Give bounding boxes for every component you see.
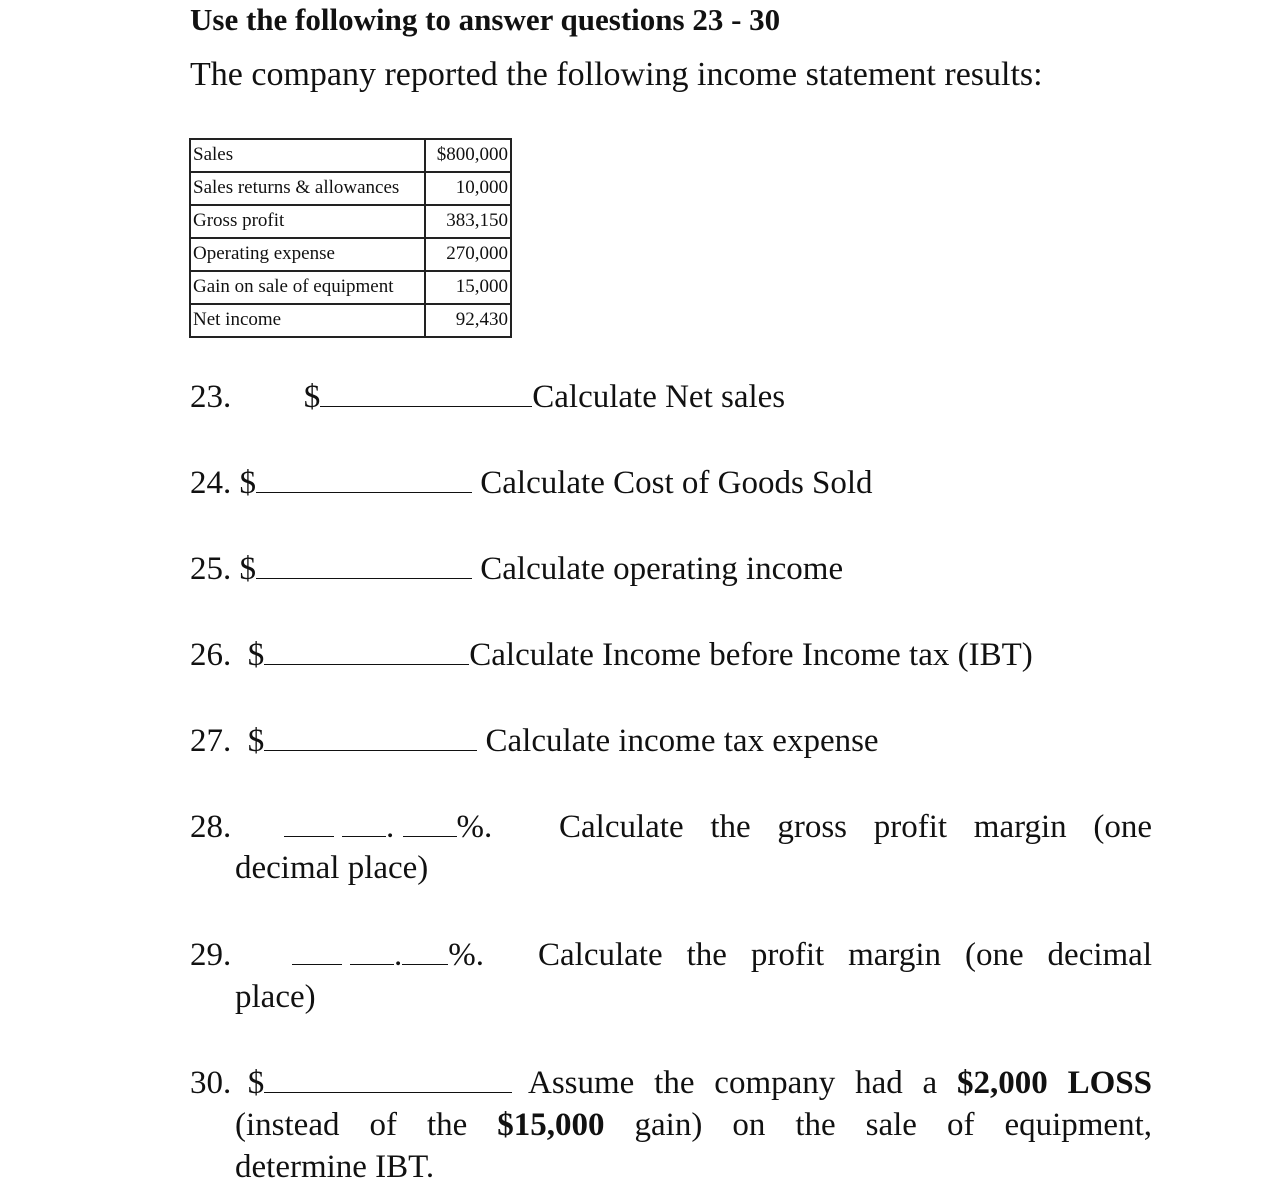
answer-blank[interactable] [320,378,532,407]
row-label: Sales [190,139,425,172]
row-label: Gain on sale of equipment [190,271,425,304]
answer-blank[interactable] [292,936,342,965]
answer-blank[interactable] [256,464,472,493]
percent-sign: %. [448,937,484,973]
row-value: 10,000 [425,172,511,205]
question-number: 26. $ [190,637,265,673]
income-statement-table [189,138,512,338]
question-23 [190,377,785,417]
answer-blank[interactable] [264,722,477,751]
table-row [190,238,511,271]
decimal-point: . [386,809,395,845]
question-text: Calculate Cost of Goods Sold [480,465,873,501]
question-number: 25. $ [190,551,256,587]
question-29-text: Calculate the profit margin (one decimal [538,937,1152,973]
question-number: 24. $ [190,465,256,501]
gain-amount: $15,000 [497,1107,605,1143]
question-24 [190,463,873,503]
answer-blank[interactable] [403,808,457,837]
table-row [190,205,511,238]
row-label: Operating expense [190,238,425,271]
answer-blank[interactable] [342,808,386,837]
answer-blank[interactable] [256,550,472,579]
intro-text: The company reported the following income statement results: [190,56,1043,93]
question-number: 28. [190,809,232,845]
question-30-text-b: (instead of the [235,1107,468,1143]
question-number: 23. [190,379,232,415]
row-label: Sales returns & allowances [190,172,425,205]
answer-blank[interactable] [264,1064,512,1093]
question-30-text-line2 [235,1104,1152,1146]
question-26 [190,635,1033,675]
row-label: Net income [190,304,425,337]
question-25 [190,549,843,589]
question-27 [190,721,879,761]
row-label: Gross profit [190,205,425,238]
row-value: $800,000 [425,139,511,172]
table-row [190,139,511,172]
row-value: 15,000 [425,271,511,304]
question-number: 29. [190,937,232,973]
question-number: 27. $ [190,723,265,759]
question-29-text-continued: place) [235,979,316,1015]
question-30-text-a: Assume the company had a [528,1065,938,1101]
question-28-text-continued: decimal place) [235,850,429,886]
question-30-text-c: gain) on the sale of equipment, [634,1107,1152,1143]
row-value: 92,430 [425,304,511,337]
question-28 [190,807,492,847]
answer-blank[interactable] [284,808,334,837]
question-30-text [528,1062,1152,1104]
question-text: Calculate income tax expense [485,723,879,759]
question-30-text-line3: determine IBT. [235,1149,435,1185]
question-29 [190,935,484,975]
row-value: 383,150 [425,205,511,238]
answer-blank[interactable] [402,936,448,965]
table-row [190,271,511,304]
question-30 [190,1063,512,1103]
question-text: Calculate Income before Income tax (IBT) [469,637,1033,673]
question-text: Calculate operating income [480,551,844,587]
question-text: Calculate Net sales [532,379,786,415]
table-row [190,172,511,205]
question-28-text: Calculate the gross profit margin (one [559,809,1152,845]
answer-blank[interactable] [264,636,469,665]
answer-blank[interactable] [350,936,394,965]
question-number: 30. $ [190,1065,265,1101]
currency-sign: $ [303,379,321,415]
loss-amount: $2,000 LOSS [957,1065,1153,1101]
heading: Use the following to answer questions 23 - 30 [190,2,781,37]
decimal-point: . [394,937,403,973]
percent-sign: %. [456,809,493,845]
row-value: 270,000 [425,238,511,271]
table-row [190,304,511,337]
